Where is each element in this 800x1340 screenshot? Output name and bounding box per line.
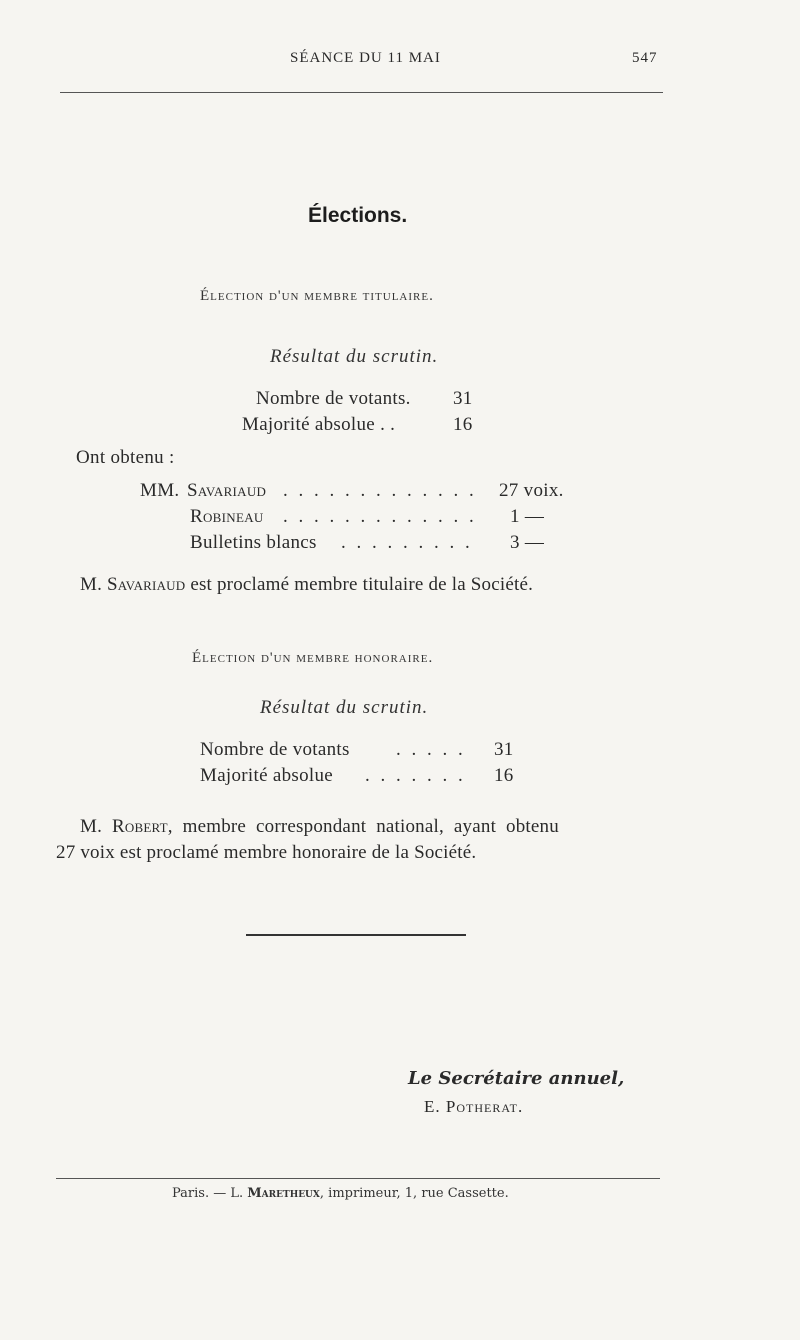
page-number: 547 <box>632 50 658 66</box>
section2-voters-label: Nombre de votants <box>200 739 350 760</box>
signature-surname: Potherat. <box>445 1097 524 1116</box>
page-title: Élections. <box>308 204 408 227</box>
signature-name <box>424 1097 523 1117</box>
proclamation-prefix: M. <box>80 574 103 595</box>
section1-proclamation <box>80 574 533 596</box>
section1-majority-value: 16 <box>453 414 473 435</box>
footer-printer-rest: , imprimeur, 1, rue Cassette. <box>319 1186 509 1201</box>
proclamation-name: Robert <box>112 816 168 837</box>
candidate-votes: 27 voix. <box>499 480 564 501</box>
section1-voters-value: 31 <box>453 388 473 409</box>
candidate-votes: 3 — <box>510 532 545 553</box>
section1-heading: Élection d'un membre titulaire. <box>200 288 434 304</box>
section2-proclamation-line1 <box>80 816 559 838</box>
proclamation-text: est proclamé membre titulaire de la Société. <box>190 574 534 595</box>
running-title: SÉANCE DU 11 MAI <box>290 50 441 66</box>
printer-imprint <box>172 1186 509 1201</box>
proclamation-prefix: M. <box>80 816 103 837</box>
footer-city: Paris. — <box>172 1186 227 1201</box>
candidate-dots: . . . . . . . . . <box>341 532 473 553</box>
candidate-name: Bulletins blancs <box>190 532 317 553</box>
section2-result-heading: Résultat du scrutin. <box>260 697 429 718</box>
section-separator <box>246 934 466 936</box>
section2-voters-value: 31 <box>494 739 514 760</box>
signature-initial: E. <box>424 1097 441 1116</box>
proclamation-line1-text: , membre correspondant national, ayant obtenu <box>167 816 559 837</box>
section1-voters-label: Nombre de votants. <box>256 388 411 409</box>
signature-role: Le Secrétaire annuel, <box>408 1068 625 1089</box>
candidate-name: Savariaud <box>187 480 267 501</box>
section2-majority-label: Majorité absolue <box>200 765 334 786</box>
footer-printer-name: Maretheux <box>247 1186 320 1201</box>
footer-printer-initial: L. <box>230 1186 244 1201</box>
section1-majority-label: Majorité absolue . . <box>242 414 396 435</box>
section2-majority-dots: . . . . . . . <box>365 765 466 786</box>
candidate-votes: 1 — <box>510 506 545 527</box>
candidate-dots: . . . . . . . . . . . . . <box>283 506 477 527</box>
obtained-label: Ont obtenu : <box>76 447 175 468</box>
candidates-prefix: MM. <box>140 480 180 501</box>
header-rule <box>60 92 663 93</box>
footer-rule <box>56 1178 660 1179</box>
section1-result-heading: Résultat du scrutin. <box>270 346 439 367</box>
candidate-dots: . . . . . . . . . . . . . <box>283 480 477 501</box>
proclamation-name: Savariaud <box>107 574 186 595</box>
section2-proclamation-line2: 27 voix est proclamé membre honoraire de la Société. <box>56 842 477 863</box>
candidate-name: Robineau <box>190 506 264 527</box>
section2-majority-value: 16 <box>494 765 514 786</box>
section2-heading: Élection d'un membre honoraire. <box>192 650 434 666</box>
section2-voters-dots: . . . . . <box>396 739 466 760</box>
